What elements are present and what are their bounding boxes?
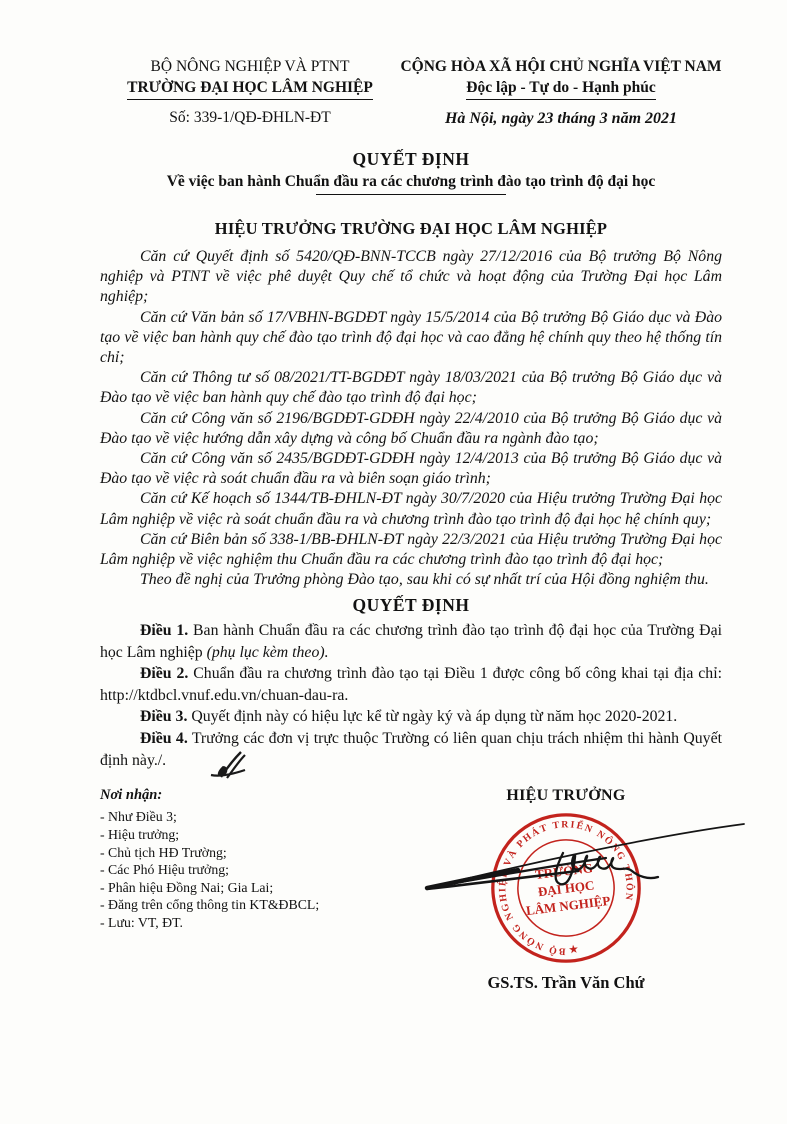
title-divider <box>316 194 506 195</box>
preamble-paragraph: Căn cứ Công văn số 2196/BGDĐT-GDĐH ngày 22/4/2010 của Bộ trưởng Bộ Giáo dục và Đào tạo về việc hướng dẫn xây dựng và công bố Chuẩn đầu ra ngành đào tạo; <box>100 409 722 447</box>
recipients-heading: Nơi nhận: <box>100 787 163 804</box>
document-header <box>100 56 722 129</box>
recipient-item: - Chủ tịch HĐ Trường; <box>100 844 227 860</box>
article-label: Điều 2. <box>140 665 189 683</box>
national-motto-line2: Độc lập - Tự do - Hạnh phúc <box>466 77 655 100</box>
stamp-center-line1: TRƯỜNG <box>534 860 594 883</box>
national-block <box>400 56 722 129</box>
org-parent: BỘ NÔNG NGHIỆP VÀ PTNT <box>150 58 350 75</box>
article-text: Quyết định này có hiệu lực kể từ ngày ký và áp dụng từ năm học 2020-2021. <box>187 708 678 726</box>
org-name: TRƯỜNG ĐẠI HỌC LÂM NGHIỆP <box>127 77 373 100</box>
recipient-item: - Phân hiệu Đồng Nai; Gia Lai; <box>100 879 274 895</box>
article-label: Điều 3. <box>140 708 188 726</box>
preamble-paragraph: Căn cứ Công văn số 2435/BGDĐT-GDĐH ngày 12/4/2013 của Bộ trưởng Bộ Giáo dục và Đào tạo về việc rà soát chuẩn đầu ra và biên soạn giáo trình; <box>100 450 722 488</box>
article-label: Điều 1. <box>140 622 189 640</box>
recipient-item: - Đăng trên cổng thông tin KT&ĐBCL; <box>100 897 320 913</box>
doc-subject: Về việc ban hành Chuẩn đầu ra các chương trình đào tạo trình độ đại học <box>166 173 656 190</box>
recipient-item: - Như Điều 3; <box>100 809 177 825</box>
place-date: Hà Nội, ngày 23 tháng 3 năm 2021 <box>444 110 678 127</box>
preamble-paragraph: Theo đề nghị của Trưởng phòng Đào tạo, sau khi có sự nhất trí của Hội đồng nghiệm thu. <box>140 571 709 589</box>
doc-number: Số: 339-1/QĐ-ĐHLN-ĐT <box>169 109 331 126</box>
org-block <box>100 56 400 129</box>
signer-name: GS.TS. Trần Văn Chứ <box>487 973 645 993</box>
article-2 <box>100 663 722 706</box>
stamp-center-line3: LÂM NGHIỆP <box>525 893 612 919</box>
article-label: Điều 4. <box>140 729 188 747</box>
article-4 <box>100 728 722 780</box>
stamp-star-icon: ★ <box>567 943 580 958</box>
signer-title: HIỆU TRƯỞNG <box>506 787 626 805</box>
article-italic-note: (phụ lục kèm theo). <box>206 643 329 661</box>
preamble-paragraph: Căn cứ Thông tư số 08/2021/TT-BGDĐT ngày 18/03/2021 của Bộ trưởng Bộ Giáo dục và Đào tạo về việc ban hành quy chế đào tạo trình độ đại học; <box>100 369 722 407</box>
recipients-list <box>100 808 410 931</box>
issuer-title: HIỆU TRƯỞNG TRƯỜNG ĐẠI HỌC LÂM NGHIỆP <box>214 219 608 238</box>
preamble-paragraph: Căn cứ Quyết định số 5420/QĐ-BNN-TCCB ngày 27/12/2016 của Bộ trưởng Bộ Nông nghiệp và PTNT về việc phê duyệt Quy chế tổ chức và hoạt động của Trường Đại học Lâm nghiệp; <box>100 248 722 306</box>
recipient-item: - Hiệu trưởng; <box>100 827 180 843</box>
article-text: Trưởng các đơn vị trực thuộc Trường có liên quan chịu trách nhiệm thi hành Quyết định này./. <box>100 729 722 770</box>
signature-block <box>410 787 722 993</box>
preamble-paragraph: Căn cứ Biên bản số 338-1/BB-ĐHLN-ĐT ngày 22/3/2021 của Hiệu trưởng Trường Đại học Lâm nghiệp về việc nghiệm thu Chuẩn đầu ra các chương trình đào tạo trình độ đại học; <box>100 530 722 569</box>
recipient-item: - Các Phó Hiệu trưởng; <box>100 862 229 878</box>
preamble <box>100 247 722 590</box>
official-stamp <box>410 811 722 965</box>
article-text: Ban hành Chuẩn đầu ra các chương trình đào tạo trình độ đại học của Trường Đại học Lâm nghiệp <box>100 622 722 661</box>
preamble-paragraph: Căn cứ Kế hoạch số 1344/TB-ĐHLN-ĐT ngày 30/7/2020 của Hiệu trưởng Trường Đại học Lâm nghiệp về việc rà soát chuẩn đầu ra và chương trình đào tạo trình độ đại học hệ chính quy; <box>100 490 722 528</box>
preamble-paragraph: Căn cứ Văn bản số 17/VBHN-BGDĐT ngày 15/5/2014 của Bộ trưởng Bộ Giáo dục và Đào tạo về việc ban hành quy chế đào tạo trình độ đại học và cao đẳng hệ chính quy theo hệ thống tín chỉ; <box>100 308 722 367</box>
article-text: Chuẩn đầu ra chương trình đào tạo tại Điều 1 được công bố công khai tại địa chỉ: http://ktdbcl.vnuf.edu.vn/chuan-dau-ra. <box>100 665 722 704</box>
recipient-item: - Lưu: VT, ĐT. <box>100 915 183 931</box>
article-1 <box>100 620 722 663</box>
doc-title-block <box>100 149 722 239</box>
article-3 <box>100 706 722 728</box>
national-motto-line1: CỘNG HÒA XÃ HỘI CHỦ NGHĨA VIỆT NAM <box>400 58 722 75</box>
decision-heading: QUYẾT ĐỊNH <box>352 595 470 616</box>
handwritten-initial-mark <box>168 749 210 779</box>
stamp-center-line2: ĐẠI HỌC <box>537 877 596 900</box>
doc-title: QUYẾT ĐỊNH <box>352 149 470 169</box>
decision-body <box>100 620 722 779</box>
recipients-block <box>100 787 410 993</box>
stamp-ring-text: BỘ NÔNG NGHIỆP VÀ PHÁT TRIỂN NÔNG THÔN <box>497 819 635 958</box>
